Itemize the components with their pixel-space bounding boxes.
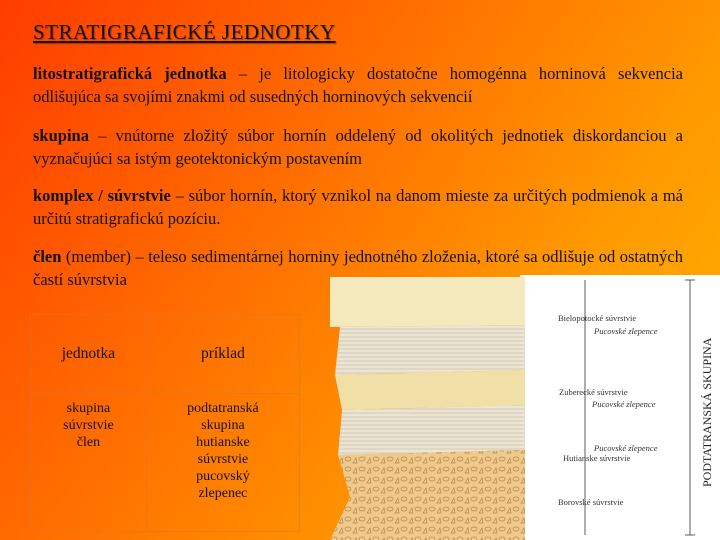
layer-conglomerate-base xyxy=(330,490,525,540)
label-pucovske-1: Pucovské zlepence xyxy=(594,326,658,336)
label-borovske: Borovské súvrstvie xyxy=(558,497,624,507)
definition-text: (member) – teleso sedimentárnej horniny jednotného zloženia, ktoré sa odlišuje od ostatných častí súvrstvia xyxy=(33,247,683,289)
stratigraphic-column-image xyxy=(330,275,720,540)
layer-shale xyxy=(335,325,525,375)
label-pucovske-2: Pucovské zlepence xyxy=(592,399,656,409)
stratigraphic-column-figure xyxy=(330,275,720,540)
unit-line: člen xyxy=(76,435,101,450)
term: komplex / súvrstvie xyxy=(33,186,171,205)
label-pucovske-3: Pucovské zlepence xyxy=(594,443,658,453)
term: litostratigrafická jednotka xyxy=(33,64,227,83)
definition-skupina xyxy=(33,124,683,170)
unit-line: skupina xyxy=(66,401,111,416)
definition-text: – súbor hornín, ktorý vznikol na danom mieste za určitých podmienok a má určitú stratigrafickú pozíciu. xyxy=(33,186,683,228)
layer-conglomerate xyxy=(338,450,525,497)
layer-shale-2 xyxy=(338,405,525,455)
table-header-jednotka: jednotka xyxy=(31,315,147,394)
example-line: pucovský xyxy=(196,469,250,484)
vertical-label-podtatranska-skupina: PODTATRANSKÁ SKUPINA xyxy=(700,337,714,487)
page-title: STRATIGRAFICKÉ JEDNOTKY xyxy=(33,20,336,44)
term: člen xyxy=(33,247,62,266)
layer-sandstone xyxy=(335,370,525,410)
example-line: hutianske xyxy=(196,435,250,450)
layer-sandstone-top xyxy=(330,277,525,327)
table-header-priklad: príklad xyxy=(146,315,299,394)
label-hutianske: Hutianske súvrstvie xyxy=(563,453,631,463)
table-cell-units xyxy=(31,394,147,532)
example-line: súvrstvie xyxy=(197,452,249,467)
example-line: skupina xyxy=(201,418,245,433)
definition-litostratigraficka-jednotka xyxy=(33,62,683,108)
example-table xyxy=(30,314,300,532)
definition-komplex-suvrstvie xyxy=(33,184,683,230)
example-line: zlepenec xyxy=(198,486,248,501)
example-line: podtatranská xyxy=(187,401,259,416)
table-cell-examples xyxy=(146,394,299,532)
definition-text: – je litologicky dostatočne homogénna horninová sekvencia odlišujúca sa svojími znakmi od susedných horninových sekvencií xyxy=(33,64,683,106)
definition-text: – vnútorne zložitý súbor hornín oddelený od okolitých jednotiek diskordanciou a vyznačujúci sa istým geotektonickým postavením xyxy=(33,126,683,168)
term: skupina xyxy=(33,126,89,145)
label-zuberecke: Zuberecké súvrstvie xyxy=(559,387,628,397)
unit-line: súvrstvie xyxy=(63,418,114,433)
label-bielopotocke: Bielopotocké súvrstvie xyxy=(558,313,637,323)
